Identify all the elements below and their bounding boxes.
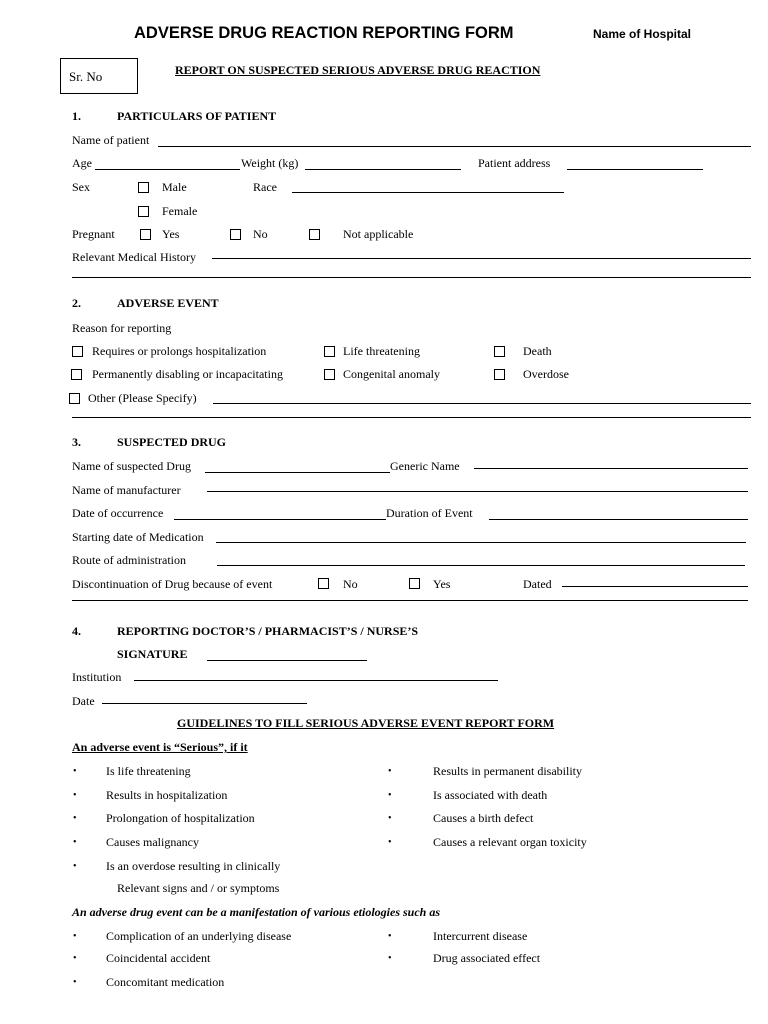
bullet-marker: • <box>388 953 392 964</box>
etiology-item: Coincidental accident <box>106 951 211 965</box>
signature-label: SIGNATURE <box>117 647 188 661</box>
disabling-label: Permanently disabling or incapacitating <box>92 367 283 381</box>
drug-name-label: Name of suspected Drug <box>72 459 191 473</box>
bullet-marker: • <box>388 790 392 801</box>
section1-heading: PARTICULARS OF PATIENT <box>117 109 277 123</box>
overdose-label: Overdose <box>523 367 569 381</box>
female-checkbox[interactable] <box>138 206 149 217</box>
age-field[interactable] <box>95 169 240 170</box>
serious-item: Causes a birth defect <box>433 811 534 825</box>
pregnant-na-label: Not applicable <box>343 227 414 241</box>
weight-field[interactable] <box>305 169 461 170</box>
duration-field[interactable] <box>489 519 748 520</box>
weight-label: Weight (kg) <box>241 156 299 170</box>
section3-heading: SUSPECTED DRUG <box>117 435 227 449</box>
guidelines-heading: GUIDELINES TO FILL SERIOUS ADVERSE EVENT REPORT FORM <box>177 716 555 730</box>
etiology-heading: An adverse drug event can be a manifestation of various etiologies such as <box>72 905 441 919</box>
serious-item: Is an overdose resulting in clinically <box>106 859 281 873</box>
bullet-marker: • <box>73 790 77 801</box>
other-checkbox[interactable] <box>69 393 80 404</box>
occurrence-date-field[interactable] <box>174 519 386 520</box>
discontinuation-yes-checkbox[interactable] <box>409 578 420 589</box>
serious-item: Causes malignancy <box>106 835 199 849</box>
pregnant-label: Pregnant <box>72 227 115 241</box>
bullet-marker: • <box>388 766 392 777</box>
pregnant-no-checkbox[interactable] <box>230 229 241 240</box>
other-label: Other (Please Specify) <box>88 391 197 405</box>
hospitalization-checkbox[interactable] <box>72 346 83 357</box>
race-label: Race <box>253 180 277 194</box>
section2-heading: ADVERSE EVENT <box>117 296 219 310</box>
life-threatening-checkbox[interactable] <box>324 346 335 357</box>
death-checkbox[interactable] <box>494 346 505 357</box>
hospital-name-label: Name of Hospital <box>593 27 692 41</box>
section3-bottom-rule <box>72 600 748 601</box>
sr-no-box[interactable] <box>60 58 138 94</box>
occurrence-date-label: Date of occurrence <box>72 506 164 520</box>
date-field[interactable] <box>102 703 307 704</box>
signature-field[interactable] <box>207 660 367 661</box>
manufacturer-label: Name of manufacturer <box>72 483 181 497</box>
route-label: Route of administration <box>72 553 186 567</box>
sex-label: Sex <box>72 180 90 194</box>
date-label: Date <box>72 694 95 708</box>
medical-history-field[interactable] <box>212 258 751 259</box>
sr-no-label: Sr. No <box>69 69 103 84</box>
patient-name-label: Name of patient <box>72 133 150 147</box>
generic-name-label: Generic Name <box>390 459 460 473</box>
serious-item: Is associated with death <box>433 788 548 802</box>
other-field-line2[interactable] <box>72 417 751 418</box>
etiology-item: Intercurrent disease <box>433 929 528 943</box>
bullet-marker: • <box>73 977 77 988</box>
start-date-field[interactable] <box>216 542 746 543</box>
section2-number: 2. <box>72 296 81 310</box>
pregnant-yes-label: Yes <box>162 227 180 241</box>
serious-item-continued: Relevant signs and / or symptoms <box>117 881 280 895</box>
hospitalization-label: Requires or prolongs hospitalization <box>92 344 267 358</box>
serious-heading: An adverse event is “Serious”, if it <box>72 740 248 754</box>
serious-item: Causes a relevant organ toxicity <box>433 835 587 849</box>
dated-field[interactable] <box>562 586 748 587</box>
etiology-item: Concomitant medication <box>106 975 225 989</box>
bullet-marker: • <box>388 837 392 848</box>
serious-item: Results in hospitalization <box>106 788 228 802</box>
reason-label: Reason for reporting <box>72 321 172 335</box>
male-label: Male <box>162 180 187 194</box>
bullet-marker: • <box>73 766 77 777</box>
discontinuation-label: Discontinuation of Drug because of event <box>72 577 273 591</box>
generic-name-field[interactable] <box>474 468 748 469</box>
institution-field[interactable] <box>134 680 498 681</box>
discontinuation-no-checkbox[interactable] <box>318 578 329 589</box>
bullet-marker: • <box>73 931 77 942</box>
male-checkbox[interactable] <box>138 182 149 193</box>
patient-address-field[interactable] <box>567 169 703 170</box>
congenital-checkbox[interactable] <box>324 369 335 380</box>
pregnant-no-label: No <box>253 227 268 241</box>
overdose-checkbox[interactable] <box>494 369 505 380</box>
serious-item: Is life threatening <box>106 764 191 778</box>
death-label: Death <box>523 344 552 358</box>
section3-number: 3. <box>72 435 81 449</box>
route-field[interactable] <box>217 565 745 566</box>
other-field[interactable] <box>213 403 751 404</box>
congenital-label: Congenital anomaly <box>343 367 440 381</box>
race-field[interactable] <box>292 192 564 193</box>
manufacturer-field[interactable] <box>207 491 748 492</box>
start-date-label: Starting date of Medication <box>72 530 204 544</box>
bullet-marker: • <box>388 813 392 824</box>
serious-item: Prolongation of hospitalization <box>106 811 255 825</box>
discontinuation-no-label: No <box>343 577 358 591</box>
life-threatening-label: Life threatening <box>343 344 420 358</box>
discontinuation-yes-label: Yes <box>433 577 451 591</box>
etiology-item: Complication of an underlying disease <box>106 929 292 943</box>
female-label: Female <box>162 204 198 218</box>
drug-name-field[interactable] <box>205 472 390 473</box>
age-label: Age <box>72 156 92 170</box>
patient-name-field[interactable] <box>158 146 751 147</box>
section4-number: 4. <box>72 624 81 638</box>
duration-label: Duration of Event <box>386 506 473 520</box>
form-title: ADVERSE DRUG REACTION REPORTING FORM <box>134 24 514 42</box>
bullet-marker: • <box>73 837 77 848</box>
section4-heading: REPORTING DOCTOR’S / PHARMACIST’S / NURSE’S <box>117 624 419 638</box>
report-heading: REPORT ON SUSPECTED SERIOUS ADVERSE DRUG REACTION <box>175 63 541 77</box>
medical-history-label: Relevant Medical History <box>72 250 196 264</box>
serious-item: Results in permanent disability <box>433 764 582 778</box>
disabling-checkbox[interactable] <box>71 369 82 380</box>
section1-number: 1. <box>72 109 81 123</box>
pregnant-yes-checkbox[interactable] <box>140 229 151 240</box>
bullet-marker: • <box>388 931 392 942</box>
bullet-marker: • <box>73 813 77 824</box>
pregnant-na-checkbox[interactable] <box>309 229 320 240</box>
dated-label: Dated <box>523 577 552 591</box>
medical-history-field-line2[interactable] <box>72 277 751 278</box>
patient-address-label: Patient address <box>478 156 551 170</box>
bullet-marker: • <box>73 861 77 872</box>
bullet-marker: • <box>73 953 77 964</box>
etiology-item: Drug associated effect <box>433 951 541 965</box>
institution-label: Institution <box>72 670 122 684</box>
